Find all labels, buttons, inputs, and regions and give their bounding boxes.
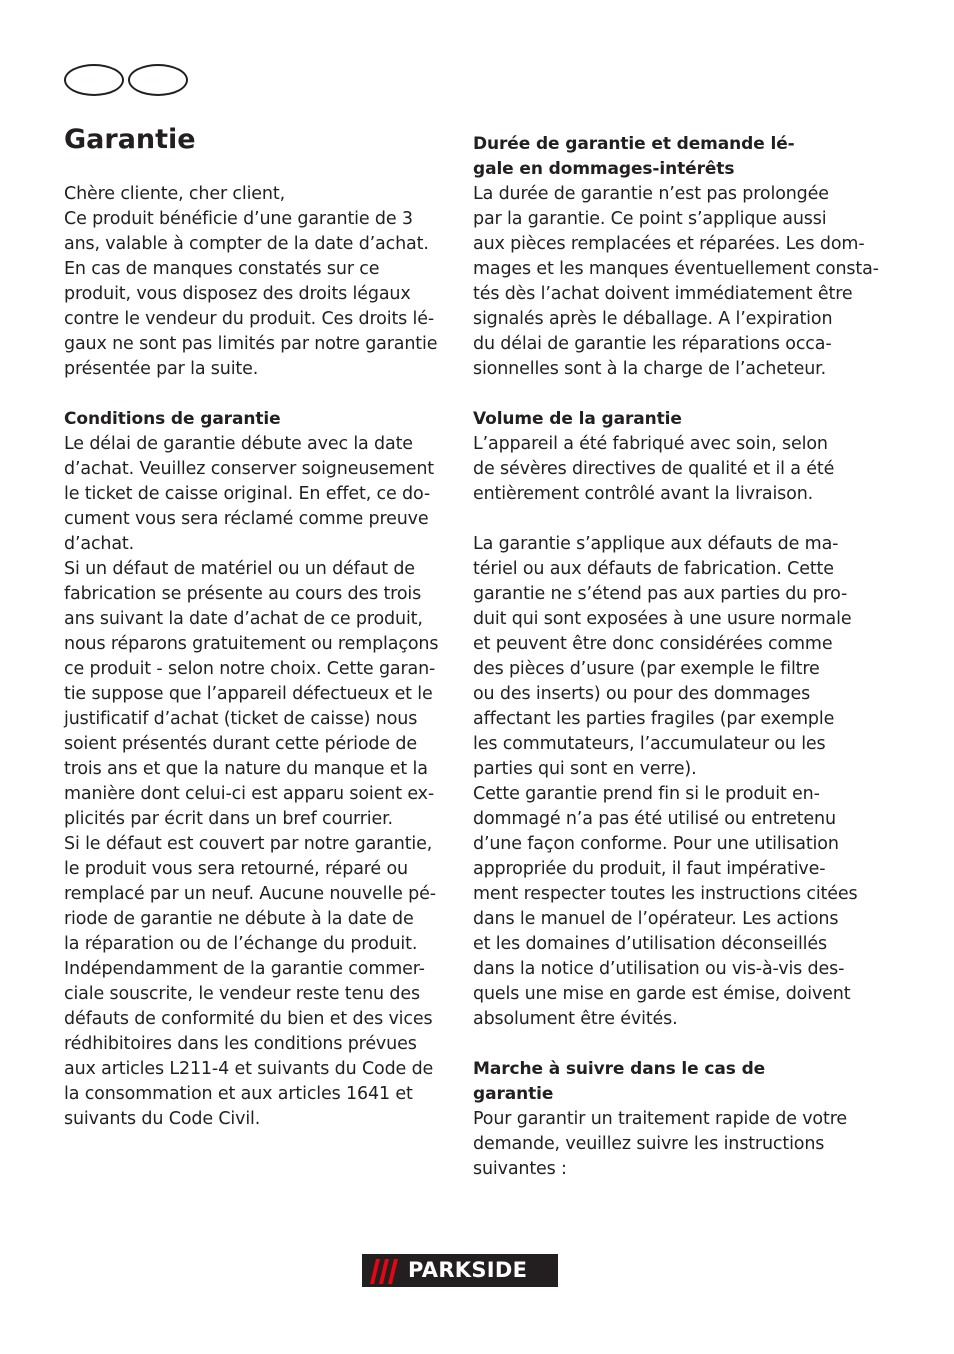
body-text-line: soient présentés durant cette période de xyxy=(64,734,417,754)
body-text-line: parties qui sont en verre). xyxy=(473,759,697,779)
body-text-line: ans suivant la date d’achat de ce produit, xyxy=(64,609,423,629)
logo-slashes-icon xyxy=(370,1259,402,1284)
section-heading-line: gale en dommages-intérêts xyxy=(473,159,735,179)
body-text-line: demande, veuillez suivre les instructions xyxy=(473,1134,825,1154)
language-badges xyxy=(64,64,190,98)
body-text-line: plicités par écrit dans un bref courrier. xyxy=(64,809,393,829)
body-text-line: ment respecter toutes les instructions citées xyxy=(473,884,858,904)
body-text-line: cument vous sera réclamé comme preuve xyxy=(64,509,429,529)
body-text-line: En cas de manques constatés sur ce xyxy=(64,259,380,279)
body-text-line: Si un défaut de matériel ou un défaut de xyxy=(64,559,415,579)
body-text-line: d’achat. Veuillez conserver soigneusement xyxy=(64,459,435,479)
body-text-line: manière dont celui-ci est apparu soient ex- xyxy=(64,784,434,804)
language-badge-2 xyxy=(128,64,188,96)
page-title: Garantie xyxy=(64,124,196,155)
body-text-line: défauts de conformité du bien et des vices xyxy=(64,1009,433,1029)
body-text-line: Ce produit bénéficie d’une garantie de 3 xyxy=(64,209,413,229)
body-text-line: duit qui sont exposées à une usure normale xyxy=(473,609,852,629)
body-text-line: la réparation ou de l’échange du produit. xyxy=(64,934,418,954)
body-text-line: Indépendamment de la garantie commer- xyxy=(64,959,425,979)
body-text-line: aux articles L211-4 et suivants du Code de xyxy=(64,1059,434,1079)
body-text-line: Chère cliente, cher client, xyxy=(64,184,285,204)
body-text-line: suivantes : xyxy=(473,1159,567,1179)
body-text-line: produit, vous disposez des droits légaux xyxy=(64,284,411,304)
body-text-line: dommagé n’a pas été utilisé ou entretenu xyxy=(473,809,836,829)
body-text-line: et peuvent être donc considérées comme xyxy=(473,634,833,654)
body-text-line: quels une mise en garde est émise, doivent xyxy=(473,984,851,1004)
body-text-line: mages et les manques éventuellement consta- xyxy=(473,259,879,279)
section-heading-line: Conditions de garantie xyxy=(64,409,281,429)
body-text-line: nous réparons gratuitement ou remplaçons xyxy=(64,634,439,654)
body-text-line: des pièces d’usure (par exemple le filtre xyxy=(473,659,820,679)
body-text-line: Si le défaut est couvert par notre garantie, xyxy=(64,834,433,854)
body-text-line: le ticket de caisse original. En effet, ce do- xyxy=(64,484,431,504)
body-text-line: justificatif d’achat (ticket de caisse) nous xyxy=(64,709,418,729)
body-text-line: remplacé par un neuf. Aucune nouvelle pé- xyxy=(64,884,436,904)
body-text-line: aux pièces remplacées et réparées. Les dom- xyxy=(473,234,865,254)
body-text-line: d’une façon conforme. Pour une utilisation xyxy=(473,834,839,854)
body-text-line: par la garantie. Ce point s’applique aussi xyxy=(473,209,827,229)
body-text-line: de sévères directives de qualité et il a été xyxy=(473,459,835,479)
body-text-line: trois ans et que la nature du manque et la xyxy=(64,759,428,779)
body-text-line: du délai de garantie les réparations occa- xyxy=(473,334,832,354)
body-text-line: ans, valable à compter de la date d’achat. xyxy=(64,234,429,254)
body-text-line: L’appareil a été fabriqué avec soin, selon xyxy=(473,434,828,454)
body-text-line: ciale souscrite, le vendeur reste tenu des xyxy=(64,984,420,1004)
body-text-line: tés dès l’achat doivent immédiatement être xyxy=(473,284,853,304)
body-text-line: Cette garantie prend fin si le produit en- xyxy=(473,784,820,804)
body-text-line: Le délai de garantie débute avec la date xyxy=(64,434,413,454)
parkside-logo xyxy=(362,1254,558,1287)
body-text-line: présentée par la suite. xyxy=(64,359,259,379)
body-text-line: rédhibitoires dans les conditions prévues xyxy=(64,1034,417,1054)
body-text-line: Pour garantir un traitement rapide de votre xyxy=(473,1109,847,1129)
body-text-line: La durée de garantie n’est pas prolongée xyxy=(473,184,829,204)
section-heading-line: Marche à suivre dans le cas de xyxy=(473,1059,766,1079)
body-text-line: signalés après le déballage. A l’expiration xyxy=(473,309,833,329)
section-heading-line: Durée de garantie et demande lé- xyxy=(473,134,795,154)
body-text-line: garantie ne s’étend pas aux parties du pro- xyxy=(473,584,848,604)
body-text-line: appropriée du produit, il faut impérative- xyxy=(473,859,826,879)
body-text-line: La garantie s’applique aux défauts de ma- xyxy=(473,534,839,554)
body-text-line: le produit vous sera retourné, réparé ou xyxy=(64,859,408,879)
body-text-line: les commutateurs, l’accumulateur ou les xyxy=(473,734,826,754)
body-text-line: fabrication se présente au cours des trois xyxy=(64,584,422,604)
body-text-line: contre le vendeur du produit. Ces droits lé- xyxy=(64,309,435,329)
body-text-line: ce produit - selon notre choix. Cette garan- xyxy=(64,659,436,679)
body-text-line: tériel ou aux défauts de fabrication. Cette xyxy=(473,559,834,579)
body-text-line: et les domaines d’utilisation déconseillés xyxy=(473,934,827,954)
body-text-line: entièrement contrôlé avant la livraison. xyxy=(473,484,814,504)
body-text-line: dans le manuel de l’opérateur. Les actions xyxy=(473,909,839,929)
section-heading-line: garantie xyxy=(473,1084,554,1104)
body-text-line: affectant les parties fragiles (par exemple xyxy=(473,709,835,729)
body-text-line: suivants du Code Civil. xyxy=(64,1109,261,1129)
body-text-line: dans la notice d’utilisation ou vis-à-vis des- xyxy=(473,959,845,979)
body-text-line: tie suppose que l’appareil défectueux et le xyxy=(64,684,433,704)
body-text-line: riode de garantie ne débute à la date de xyxy=(64,909,414,929)
section-heading-line: Volume de la garantie xyxy=(473,409,682,429)
body-text-line: absolument être évités. xyxy=(473,1009,678,1029)
logo-text: PARKSIDE xyxy=(408,1258,528,1282)
body-text-line: gaux ne sont pas limités par notre garantie xyxy=(64,334,438,354)
body-text-line: la consommation et aux articles 1641 et xyxy=(64,1084,413,1104)
body-text-line: sionnelles sont à la charge de l’acheteur. xyxy=(473,359,826,379)
body-text-line: d’achat. xyxy=(64,534,135,554)
language-badge-1 xyxy=(64,64,124,96)
body-text-line: ou des inserts) ou pour des dommages xyxy=(473,684,811,704)
